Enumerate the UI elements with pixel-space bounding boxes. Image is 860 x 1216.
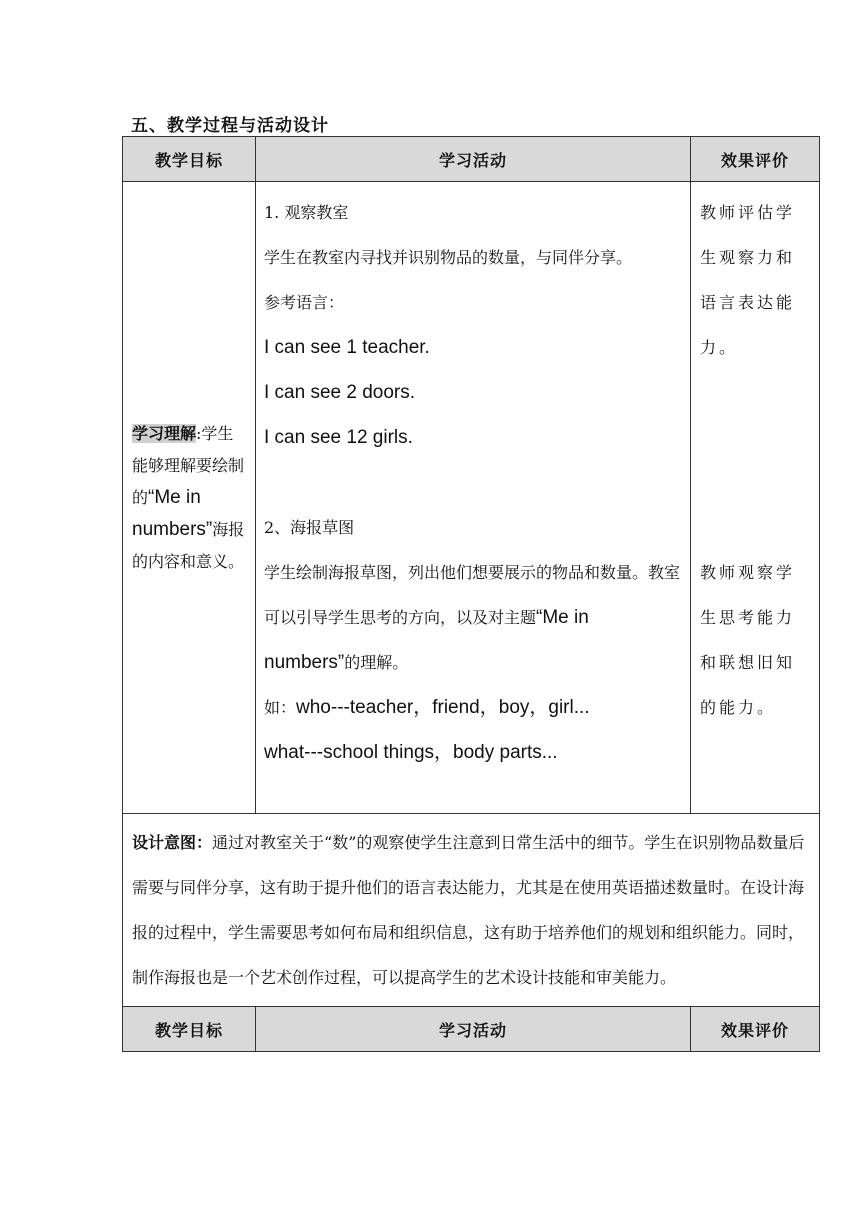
design-intent-body: 通过对教室关于“数”的观察使学生注意到日常生活中的细节。学生在识别物品数量后需要与同伴分享，这有助于提升他们的语言表达能力，尤其是在使用英语描述数量时。在设计海报的过程中，学生需要思考如何布局和组织信息，这有助于培养他们的规划和组织能力。同时，制作海报也是一个艺术创作过程，可以提高学生的艺术设计技能和审美能力。 [132,833,805,987]
activity2-example-1 [264,685,684,730]
activity1-ref-label: 参考语言： [264,293,345,312]
activity2-example-2: what---school things，body parts... [264,742,558,763]
example-1-text: who---teacher，friend，boy，girl... [296,697,590,718]
design-intent-text [132,820,811,1000]
evaluation-2: 教师观察学生思考能力和联想旧知的能力。 [700,563,796,717]
sentence-3: I can see 12 girls. [264,427,413,448]
effect-evaluation-cell [691,182,820,814]
table-row [123,182,820,814]
footer-header-learning-activity: 学习活动 [256,1007,691,1052]
footer-header-effect-evaluation: 效果评价 [691,1007,820,1052]
activity2-desc-post: 的理解。 [344,653,409,672]
teaching-goal-cell [123,182,256,814]
header-teaching-goal: 教学目标 [123,137,256,182]
spacer [264,460,684,505]
section-title: 五、教学过程与活动设计 [131,116,329,136]
activity1-desc: 学生在教室内寻找并识别物品的数量，与同伴分享。 [264,248,633,267]
lesson-activity-table [122,136,820,1052]
header-effect-evaluation: 效果评价 [691,137,820,182]
table-header-row [123,137,820,182]
design-intent-row [123,814,820,1007]
activity1-title: 1. 观察教室 [264,203,349,222]
goal-text-english: “Me in numbers” [132,486,213,540]
goal-colon: : [196,423,202,443]
footer-header-teaching-goal: 教学目标 [123,1007,256,1052]
header-learning-activity: 学习活动 [256,137,691,182]
sentence-2: I can see 2 doors. [264,382,416,403]
design-intent-label: 设计意图： [132,833,213,852]
goal-text-1: 学生能够理解要绘制的 [132,423,245,507]
activity2-title: 2、海报草图 [264,518,355,537]
example-label: 如： [264,698,297,717]
sentence-1: I can see 1 teacher. [264,337,430,358]
goal-text-2: 海报的内容和意义。 [132,519,245,571]
activity2-desc-english: “Me in numbers” [264,607,589,673]
goal-label: 学习理解 [132,423,197,443]
design-intent-cell [123,814,820,1007]
activity2-desc-pre: 学生绘制海报草图，列出他们想要展示的物品和数量。教室可以引导学生思考的方向，以及对主题 [264,563,681,627]
evaluation-1: 教师评估学生观察力和语言表达能力。 [700,203,796,357]
activity2-desc [264,550,684,685]
learning-activity-cell [256,182,691,814]
table-footer-header-row [123,1007,820,1052]
